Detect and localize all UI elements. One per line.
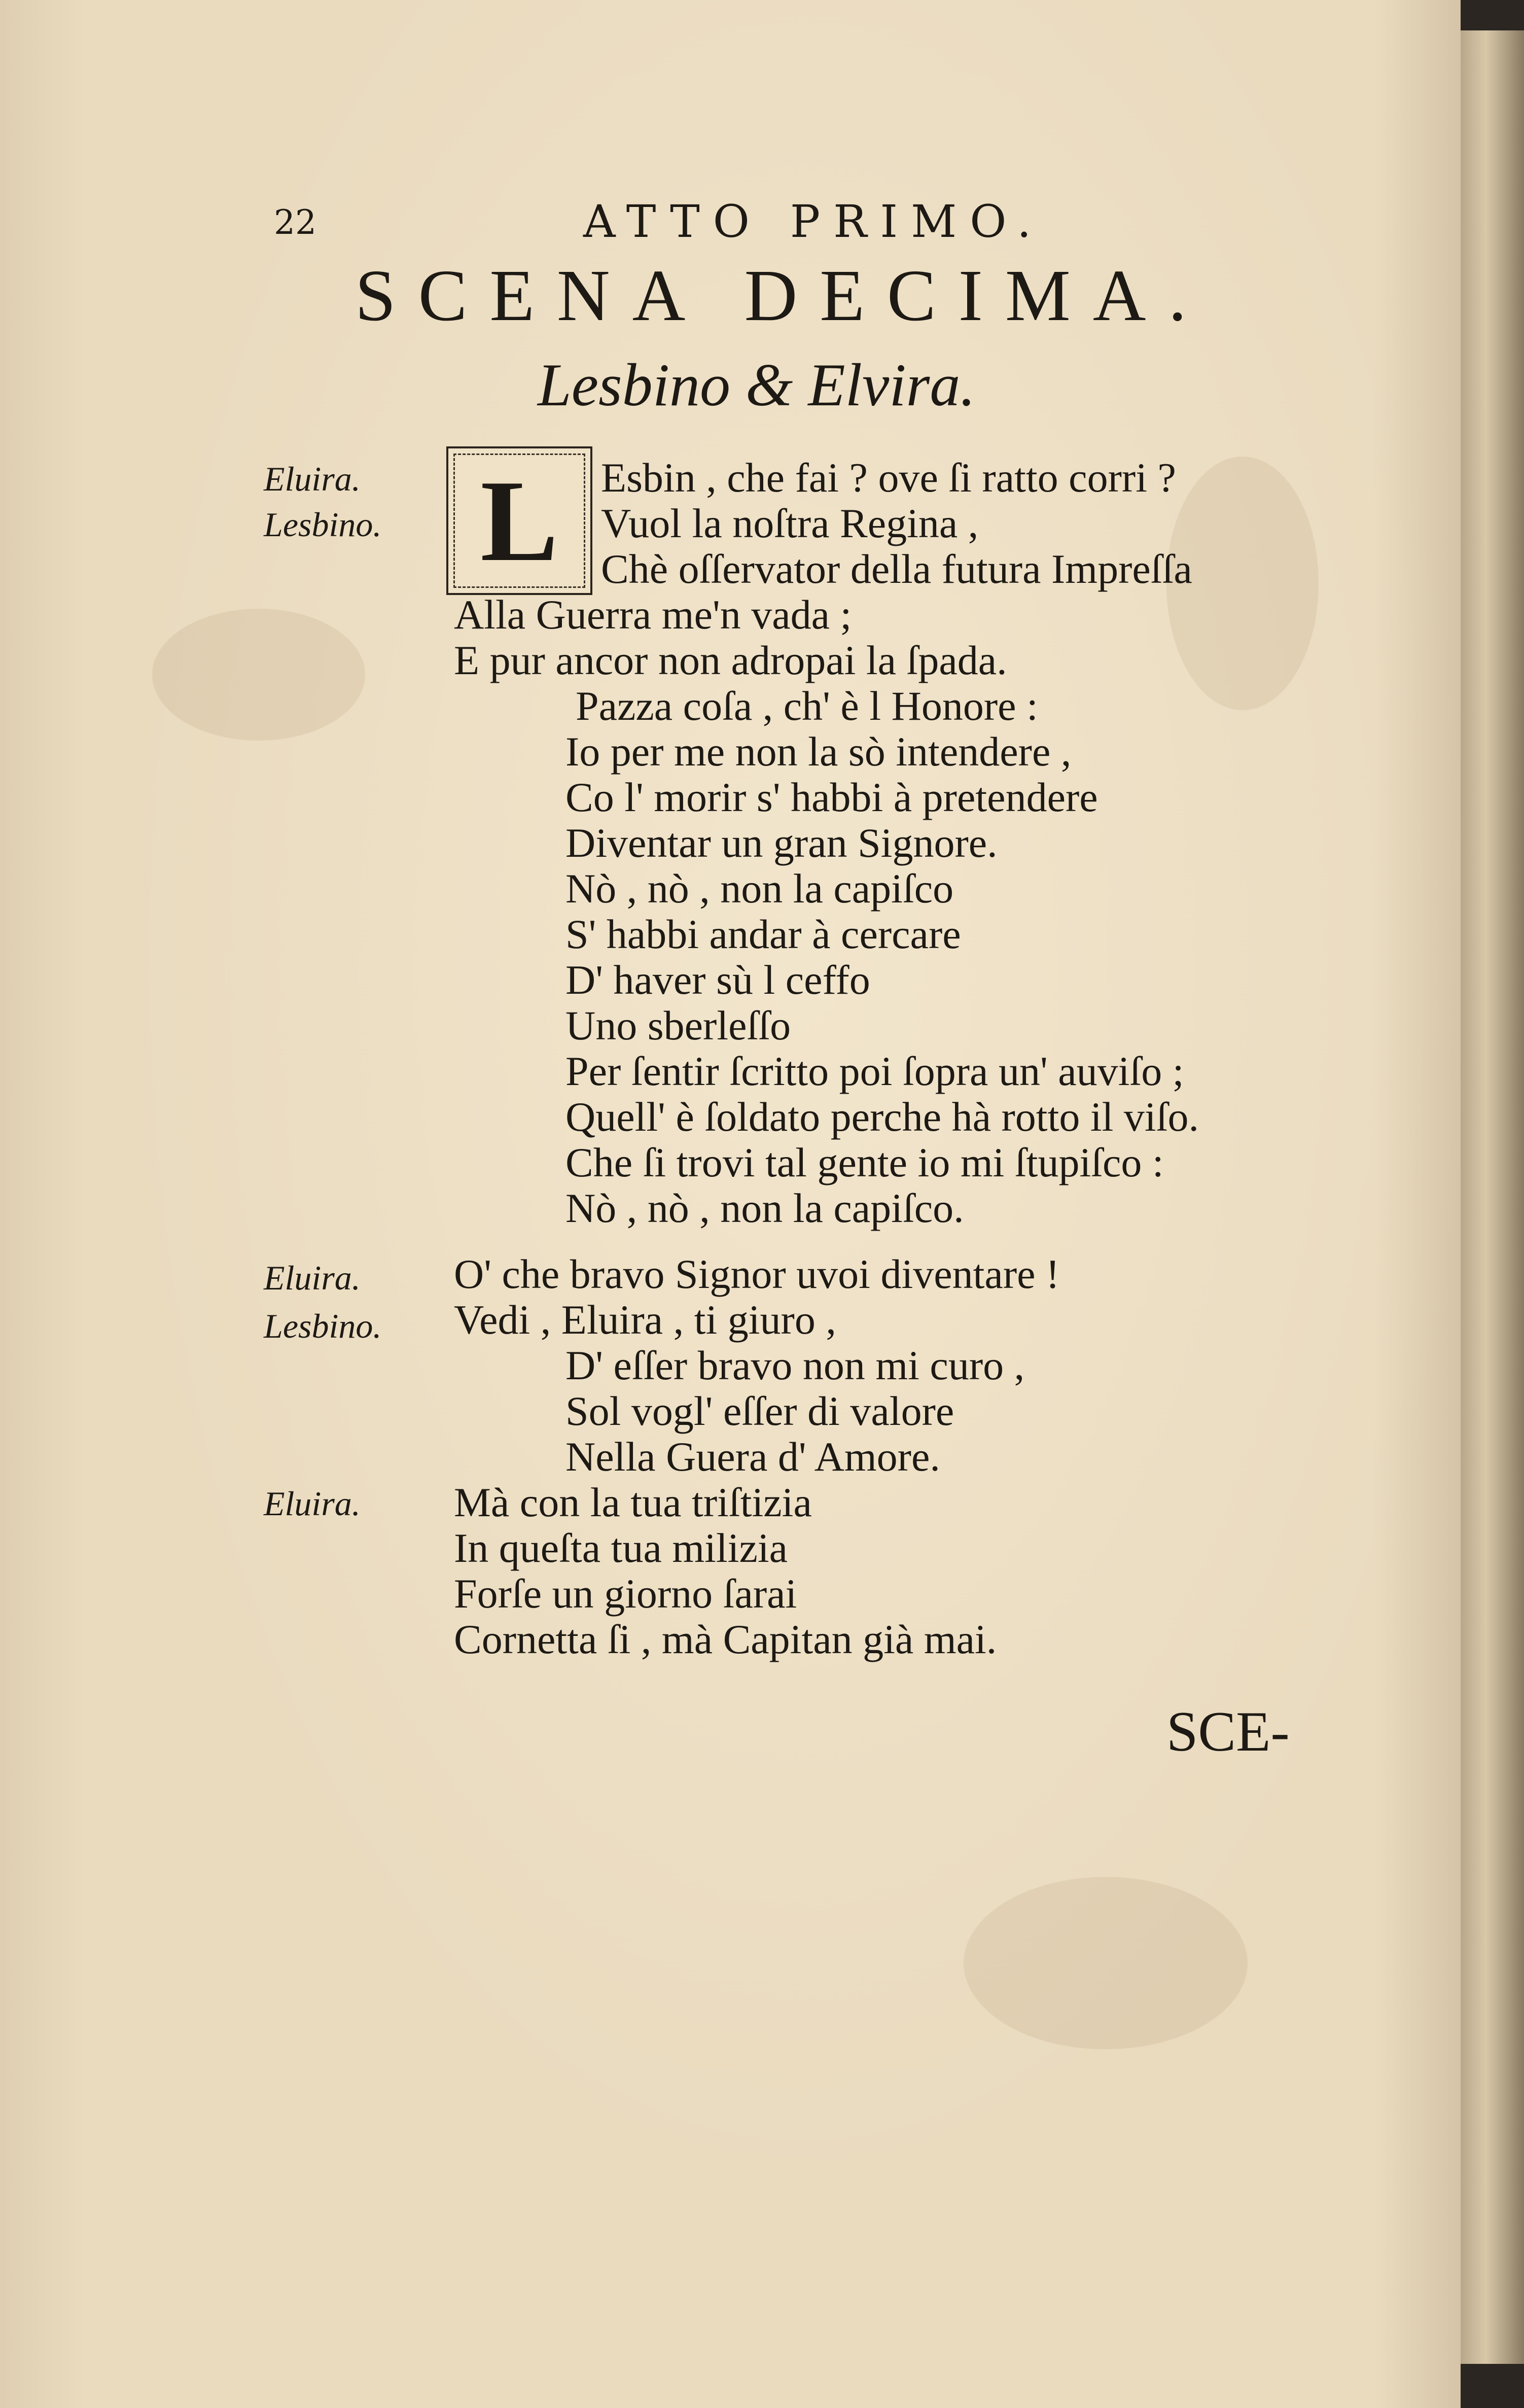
- verse-line: Cornetta ſi , mà Capitan già mai.: [454, 1616, 997, 1662]
- verse-line: Vuol la noſtra Regina ,: [601, 500, 979, 546]
- verse-line: Esbin , che fai ? ove ſi ratto corri ?: [601, 455, 1176, 501]
- verse-line: Per ſentir ſcritto poi ſopra un' auviſo ;: [565, 1048, 1184, 1094]
- verse-line: D' haver sù l ceffo: [565, 957, 870, 1003]
- verse-line: Pazza coſa , ch' è l Honore :: [576, 683, 1038, 729]
- paper-stain: [152, 609, 365, 741]
- verse-line: Nò , nò , non la capiſco.: [565, 1185, 964, 1231]
- verse-line: Nella Guera d' Amore.: [565, 1434, 940, 1480]
- verse-line: Nò , nò , non la capiſco: [565, 865, 954, 912]
- verse-line: Mà con la tua triſtizia: [454, 1479, 812, 1525]
- speaker-label: Lesbino.: [264, 505, 382, 544]
- speaker-label: Lesbino.: [264, 1307, 382, 1345]
- scene-characters: Lesbino & Elvira.: [538, 351, 976, 418]
- verse-line: O' che bravo Signor uvoi diventare !: [454, 1251, 1060, 1297]
- verse-line: E pur ancor non adropai la ſpada.: [454, 637, 1007, 683]
- drop-cap-letter: L: [480, 456, 558, 585]
- verse-line: Uno sberleſſo: [565, 1002, 791, 1049]
- verse-line: Forſe un giorno ſarai: [454, 1571, 797, 1617]
- page-edge: [1461, 30, 1524, 2364]
- speaker-label: Eluira.: [264, 1259, 361, 1297]
- verse-line: Quell' è ſoldato perche hà rotto il viſo.: [565, 1094, 1199, 1140]
- catchword: SCE-: [1166, 1700, 1290, 1763]
- speaker-label: Eluira.: [264, 460, 361, 498]
- verse-line: S' habbi andar à cercare: [565, 911, 961, 957]
- page-number: 22: [274, 203, 316, 242]
- scene-title: SCENA DECIMA.: [355, 255, 1209, 336]
- verse-line: Sol vogl' eſſer di valore: [565, 1388, 954, 1434]
- drop-cap-initial: [446, 446, 592, 595]
- verse-line: Che ſi trovi tal gente io mi ſtupiſco :: [565, 1139, 1164, 1185]
- verse-line: Co l' morir s' habbi à pretendere: [565, 774, 1098, 820]
- running-title: ATTO PRIMO.: [583, 195, 1045, 248]
- verse-line: Diventar un gran Signore.: [565, 820, 998, 866]
- verse-line: In queſta tua milizia: [454, 1525, 788, 1571]
- verse-line: Vedi , Eluira , ti giuro ,: [454, 1297, 836, 1343]
- paper-stain: [964, 1877, 1248, 2049]
- speaker-label: Eluira.: [264, 1484, 361, 1523]
- verse-line: Io per me non la sò intendere ,: [565, 728, 1072, 775]
- verse-line: D' eſſer bravo non mi curo ,: [565, 1342, 1025, 1388]
- verse-line: Chè oſſervator della futura Impreſſa: [601, 546, 1192, 592]
- verse-line: Alla Guerra me'n vada ;: [454, 591, 852, 638]
